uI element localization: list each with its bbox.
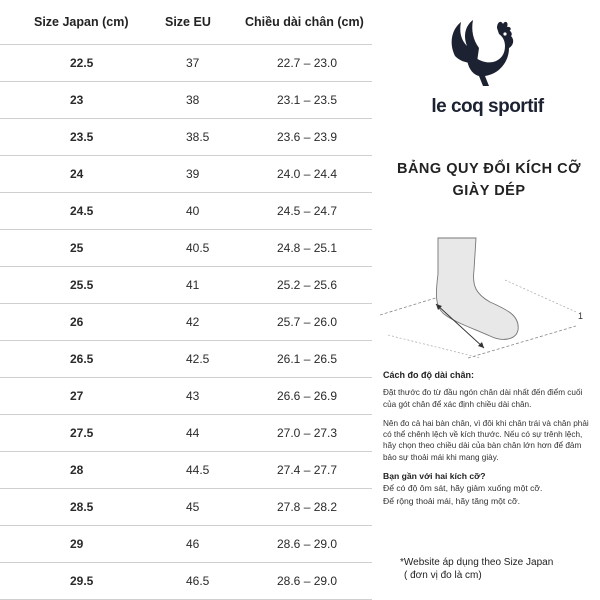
header-size-japan: Size Japan (cm) [34, 15, 129, 29]
table-row [0, 155, 372, 192]
foot-length-cell: 27.0 – 27.3 [277, 426, 338, 440]
foot-length-cell: 26.6 – 26.9 [277, 389, 338, 403]
chart-title-line2: GIÀY DÉP [452, 183, 526, 199]
size-japan-cell: 25 [70, 241, 84, 255]
foot-length-cell: 22.7 – 23.0 [277, 56, 338, 70]
size-eu-cell: 46 [186, 537, 200, 551]
size-japan-cell: 27 [70, 389, 84, 403]
size-note-line2: ( đơn vị đo là cm) [404, 570, 482, 581]
size-eu-cell: 42.5 [186, 352, 210, 366]
foot-measure-icon [380, 230, 590, 365]
size-japan-cell: 24 [70, 167, 84, 181]
marker-label: 1 [578, 311, 584, 321]
size-japan-cell: 23 [70, 93, 84, 107]
between-sizes-question: Bạn gần với hai kích cỡ? [383, 471, 486, 482]
table-row [0, 266, 372, 303]
table-header [0, 0, 372, 44]
brand [375, 18, 600, 118]
foot-length-cell: 24.5 – 24.7 [277, 204, 338, 218]
size-eu-cell: 38 [186, 93, 200, 107]
foot-length-cell: 27.8 – 28.2 [277, 500, 338, 514]
size-japan-cell: 26 [70, 315, 84, 329]
foot-length-cell: 24.0 – 24.4 [277, 167, 338, 181]
size-eu-cell: 39 [186, 167, 200, 181]
header-foot-length: Chiều dài chân (cm) [245, 15, 364, 29]
size-japan-cell: 28 [70, 463, 84, 477]
table-row [0, 340, 372, 377]
header-size-eu: Size EU [165, 15, 211, 29]
size-eu-cell: 40 [186, 204, 200, 218]
table-row [0, 44, 372, 81]
foot-length-cell: 25.7 – 26.0 [277, 315, 338, 329]
table-row [0, 451, 372, 488]
size-japan-cell: 26.5 [70, 352, 94, 366]
measure-instructions [383, 370, 595, 507]
instructions-paragraph-1: Đặt thước đo từ đầu ngón chân dài nhất đến điểm cuối của gót chân để xác định chiều dài chân. [383, 388, 583, 409]
size-japan-cell: 25.5 [70, 278, 94, 292]
size-note [400, 556, 590, 582]
table-row [0, 488, 372, 525]
chart-title [378, 158, 600, 202]
table-row [0, 192, 372, 229]
foot-length-cell: 25.2 – 25.6 [277, 278, 338, 292]
size-eu-cell: 46.5 [186, 574, 210, 588]
table-row [0, 414, 372, 451]
tip-loose-fit: Để rộng thoải mái, hãy tăng một cỡ. [383, 495, 520, 506]
size-japan-cell: 29 [70, 537, 84, 551]
size-japan-cell: 28.5 [70, 500, 94, 514]
size-eu-cell: 38.5 [186, 130, 210, 144]
brand-name: le coq sportif [431, 96, 544, 117]
size-japan-cell: 22.5 [70, 56, 94, 70]
rooster-logo-icon [447, 18, 529, 90]
table-row [0, 229, 372, 266]
size-japan-cell: 29.5 [70, 574, 94, 588]
size-japan-cell: 27.5 [70, 426, 94, 440]
foot-length-cell: 26.1 – 26.5 [277, 352, 338, 366]
chart-title-line1: BẢNG QUY ĐỔI KÍCH CỠ [396, 161, 582, 177]
tip-snug-fit: Để có độ ôm sát, hãy giảm xuống một cỡ. [383, 483, 543, 494]
table-row [0, 118, 372, 155]
size-eu-cell: 41 [186, 278, 200, 292]
table-row [0, 377, 372, 414]
table-row [0, 303, 372, 340]
size-eu-cell: 42 [186, 315, 200, 329]
size-eu-cell: 43 [186, 389, 200, 403]
foot-length-cell: 28.6 – 29.0 [277, 574, 338, 588]
foot-length-cell: 23.6 – 23.9 [277, 130, 338, 144]
foot-length-cell: 24.8 – 25.1 [277, 241, 338, 255]
instructions-heading: Cách đo độ dài chân: [383, 370, 475, 380]
foot-length-cell: 28.6 – 29.0 [277, 537, 338, 551]
size-eu-cell: 44 [186, 426, 200, 440]
instructions-paragraph-2: Nên đo cả hai bàn chân, vì đôi khi chân trái và chân phải có thể chênh lệch về kích thước. Nếu có sự trênh lệch, hãy chọn theo chiều dài của bàn chân lớn hơn để đảm bảo sự thoải mái khi mang giày. [383, 418, 589, 462]
foot-measure-illustration [380, 230, 590, 370]
table-row [0, 525, 372, 562]
table-row [0, 562, 372, 600]
foot-length-cell: 27.4 – 27.7 [277, 463, 338, 477]
foot-length-cell: 23.1 – 23.5 [277, 93, 338, 107]
size-eu-cell: 44.5 [186, 463, 210, 477]
size-japan-cell: 23.5 [70, 130, 94, 144]
table-row [0, 81, 372, 118]
size-note-line1: *Website áp dụng theo Size Japan [400, 557, 554, 568]
size-japan-cell: 24.5 [70, 204, 94, 218]
size-eu-cell: 40.5 [186, 241, 210, 255]
size-eu-cell: 45 [186, 500, 200, 514]
size-eu-cell: 37 [186, 56, 200, 70]
